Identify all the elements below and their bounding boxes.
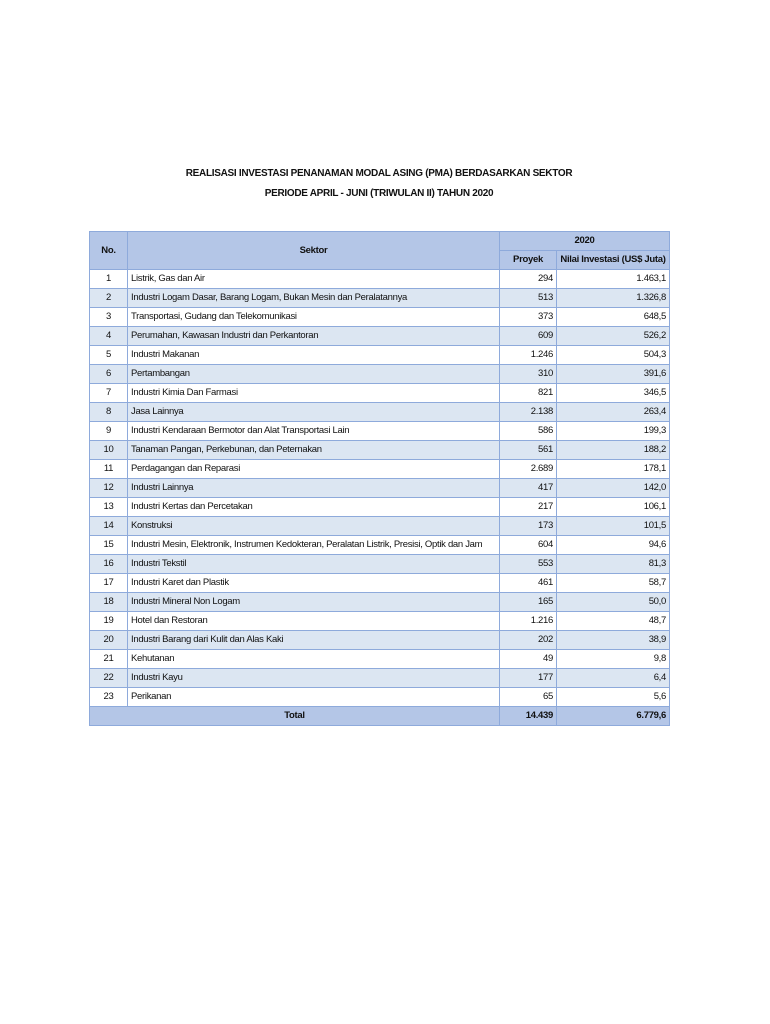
row-proyek: 310	[500, 365, 557, 384]
investment-table	[89, 231, 670, 726]
row-proyek: 2.689	[500, 460, 557, 479]
row-sektor: Perumahan, Kawasan Industri dan Perkantoran	[128, 327, 500, 346]
row-nilai: 526,2	[557, 327, 670, 346]
table-row	[90, 498, 670, 517]
table-row	[90, 631, 670, 650]
row-nilai: 38,9	[557, 631, 670, 650]
table-row	[90, 612, 670, 631]
row-sektor: Perdagangan dan Reparasi	[128, 460, 500, 479]
header-proyek: Proyek	[500, 251, 557, 270]
row-proyek: 1.216	[500, 612, 557, 631]
row-no: 7	[90, 384, 128, 403]
row-no: 4	[90, 327, 128, 346]
table-row	[90, 650, 670, 669]
row-proyek: 821	[500, 384, 557, 403]
row-sektor: Industri Barang dari Kulit dan Alas Kaki	[128, 631, 500, 650]
row-no: 15	[90, 536, 128, 555]
row-sektor: Industri Tekstil	[128, 555, 500, 574]
table-footer	[90, 707, 670, 726]
row-proyek: 49	[500, 650, 557, 669]
table-row	[90, 669, 670, 688]
row-sektor: Konstruksi	[128, 517, 500, 536]
row-proyek: 173	[500, 517, 557, 536]
row-sektor: Pertambangan	[128, 365, 500, 384]
table-row	[90, 384, 670, 403]
table-row	[90, 688, 670, 707]
table-row	[90, 403, 670, 422]
row-nilai: 5,6	[557, 688, 670, 707]
table-row	[90, 289, 670, 308]
table-header	[90, 232, 670, 270]
row-proyek: 373	[500, 308, 557, 327]
row-nilai: 199,3	[557, 422, 670, 441]
row-no: 17	[90, 574, 128, 593]
row-no: 13	[90, 498, 128, 517]
table-row	[90, 574, 670, 593]
header-year: 2020	[500, 232, 670, 251]
header-sektor: Sektor	[128, 232, 500, 270]
row-nilai: 188,2	[557, 441, 670, 460]
row-proyek: 294	[500, 270, 557, 289]
total-row	[90, 707, 670, 726]
row-proyek: 165	[500, 593, 557, 612]
row-no: 21	[90, 650, 128, 669]
row-no: 19	[90, 612, 128, 631]
report-period: PERIODE APRIL - JUNI (TRIWULAN II) TAHUN 2020	[264, 188, 494, 199]
total-label: Total	[90, 707, 500, 726]
row-nilai: 106,1	[557, 498, 670, 517]
row-sektor: Industri Makanan	[128, 346, 500, 365]
row-no: 3	[90, 308, 128, 327]
row-proyek: 461	[500, 574, 557, 593]
row-no: 9	[90, 422, 128, 441]
row-sektor: Industri Karet dan Plastik	[128, 574, 500, 593]
row-sektor: Hotel dan Restoran	[128, 612, 500, 631]
table-row	[90, 479, 670, 498]
row-nilai: 648,5	[557, 308, 670, 327]
row-nilai: 504,3	[557, 346, 670, 365]
row-proyek: 65	[500, 688, 557, 707]
row-nilai: 142,0	[557, 479, 670, 498]
report-title: REALISASI INVESTASI PENANAMAN MODAL ASING (PMA) BERDASARKAN SEKTOR	[185, 168, 573, 179]
row-no: 1	[90, 270, 128, 289]
row-proyek: 202	[500, 631, 557, 650]
row-nilai: 48,7	[557, 612, 670, 631]
row-nilai: 94,6	[557, 536, 670, 555]
row-proyek: 417	[500, 479, 557, 498]
row-no: 11	[90, 460, 128, 479]
row-sektor: Kehutanan	[128, 650, 500, 669]
row-no: 22	[90, 669, 128, 688]
row-sektor: Transportasi, Gudang dan Telekomunikasi	[128, 308, 500, 327]
row-no: 5	[90, 346, 128, 365]
row-no: 12	[90, 479, 128, 498]
row-sektor: Listrik, Gas dan Air	[128, 270, 500, 289]
row-no: 6	[90, 365, 128, 384]
row-sektor: Industri Kertas dan Percetakan	[128, 498, 500, 517]
row-nilai: 346,5	[557, 384, 670, 403]
table-row	[90, 365, 670, 384]
row-nilai: 101,5	[557, 517, 670, 536]
row-no: 16	[90, 555, 128, 574]
row-no: 14	[90, 517, 128, 536]
row-sektor: Perikanan	[128, 688, 500, 707]
row-proyek: 609	[500, 327, 557, 346]
header-nilai: Nilai Investasi (US$ Juta)	[557, 251, 670, 270]
total-nilai: 6.779,6	[557, 707, 670, 726]
row-nilai: 178,1	[557, 460, 670, 479]
row-no: 18	[90, 593, 128, 612]
row-proyek: 586	[500, 422, 557, 441]
row-no: 2	[90, 289, 128, 308]
header-no: No.	[90, 232, 128, 270]
table-row	[90, 308, 670, 327]
row-nilai: 1.326,8	[557, 289, 670, 308]
row-no: 8	[90, 403, 128, 422]
table-row	[90, 593, 670, 612]
row-nilai: 58,7	[557, 574, 670, 593]
table-row	[90, 517, 670, 536]
row-sektor: Industri Lainnya	[128, 479, 500, 498]
row-sektor: Industri Mesin, Elektronik, Instrumen Kedokteran, Peralatan Listrik, Presisi, Optik dan Jam	[128, 536, 500, 555]
row-proyek: 2.138	[500, 403, 557, 422]
row-nilai: 50,0	[557, 593, 670, 612]
row-sektor: Jasa Lainnya	[128, 403, 500, 422]
row-proyek: 553	[500, 555, 557, 574]
row-no: 23	[90, 688, 128, 707]
row-proyek: 217	[500, 498, 557, 517]
row-proyek: 604	[500, 536, 557, 555]
row-sektor: Industri Kayu	[128, 669, 500, 688]
row-no: 20	[90, 631, 128, 650]
row-proyek: 513	[500, 289, 557, 308]
row-nilai: 391,6	[557, 365, 670, 384]
row-sektor: Industri Logam Dasar, Barang Logam, Bukan Mesin dan Peralatannya	[128, 289, 500, 308]
table-row	[90, 327, 670, 346]
row-nilai: 9,8	[557, 650, 670, 669]
row-nilai: 6,4	[557, 669, 670, 688]
row-nilai: 263,4	[557, 403, 670, 422]
table-row	[90, 555, 670, 574]
table-row	[90, 422, 670, 441]
table-row	[90, 270, 670, 289]
table-row	[90, 441, 670, 460]
row-sektor: Industri Mineral Non Logam	[128, 593, 500, 612]
row-sektor: Industri Kendaraan Bermotor dan Alat Transportasi Lain	[128, 422, 500, 441]
row-no: 10	[90, 441, 128, 460]
row-proyek: 561	[500, 441, 557, 460]
table-row	[90, 346, 670, 365]
row-sektor: Industri Kimia Dan Farmasi	[128, 384, 500, 403]
table-row	[90, 460, 670, 479]
row-nilai: 1.463,1	[557, 270, 670, 289]
total-proyek: 14.439	[500, 707, 557, 726]
table-row	[90, 536, 670, 555]
row-sektor: Tanaman Pangan, Perkebunan, dan Peternakan	[128, 441, 500, 460]
row-proyek: 177	[500, 669, 557, 688]
row-nilai: 81,3	[557, 555, 670, 574]
table-body	[90, 270, 670, 707]
row-proyek: 1.246	[500, 346, 557, 365]
